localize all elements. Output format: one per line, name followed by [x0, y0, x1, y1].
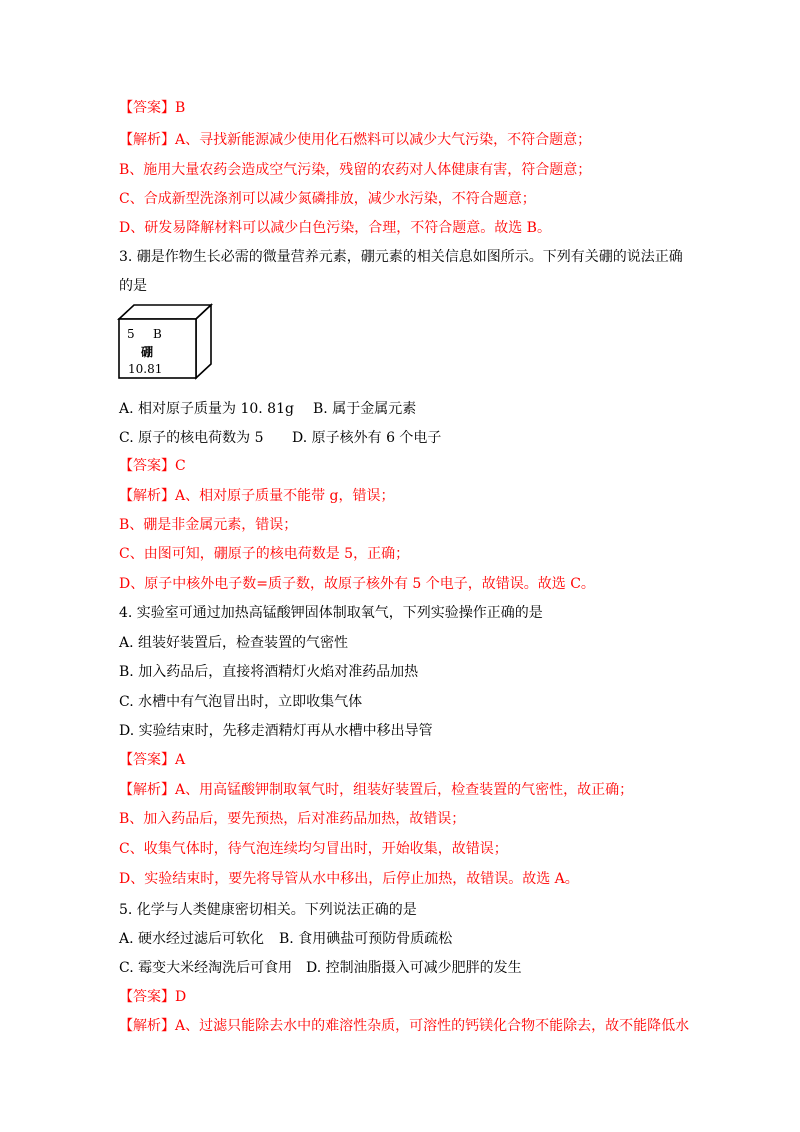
- q4-analysis-line: C、收集气体时，待气泡连续均匀冒出时，开始收集，故错误；: [119, 841, 508, 857]
- q5-option-b: B. 食用碘盐可预防骨质疏松: [279, 931, 453, 947]
- q3-stem: 3. 硼是作物生长必需的微量营养元素，硼元素的相关信息如图所示。下列有关硼的说法正确: [119, 249, 683, 265]
- element-symbol: B: [153, 327, 162, 341]
- q3-options-row: [119, 399, 416, 419]
- q4-answer: 【答案】A: [119, 752, 186, 768]
- q5-stem: 5. 化学与人类健康密切相关。下列说法正确的是: [119, 902, 417, 918]
- q2-analysis-line: C、合成新型洗涤剂可以减少氮磷排放，减少水污染，不符合题意；: [119, 191, 536, 207]
- q3-analysis-line: 【解析】A、相对原子质量不能带 g，错误；: [119, 488, 395, 504]
- q3-analysis-line: D、原子中核外电子数=质子数，故原子核外有 5 个电子，故错误。故选 C。: [119, 576, 595, 592]
- q3-option-b: B. 属于金属元素: [313, 401, 417, 417]
- q4-stem: 4. 实验室可通过加热高锰酸钾固体制取氧气，下列实验操作正确的是: [119, 605, 543, 621]
- q3-options-row: [119, 428, 441, 448]
- q5-options-row: [119, 958, 522, 978]
- q4-analysis-line: B、加入药品后，要先预热，后对准药品加热，故错误；: [119, 811, 466, 827]
- q3-option-d: D. 原子核外有 6 个电子: [292, 430, 442, 446]
- q4-option-d: D. 实验结束时，先移走酒精灯再从水槽中移出导管: [119, 723, 433, 739]
- q4-analysis-line: 【解析】A、用高锰酸钾制取氧气时，组装好装置后，检查装置的气密性，故正确；: [119, 782, 634, 798]
- q5-options-row: [119, 929, 452, 949]
- q2-answer: 【答案】B: [119, 100, 186, 116]
- q3-option-c: C. 原子的核电荷数为 5: [119, 430, 264, 446]
- q3-analysis-line: B、硼是非金属元素，错误；: [119, 517, 298, 533]
- q5-analysis-line: 【解析】A、过滤只能除去水中的难溶性杂质，可溶性的钙镁化合物不能除去，故不能降低水: [119, 1018, 690, 1034]
- q5-option-a: A. 硬水经过滤后可软化: [119, 931, 265, 947]
- q5-option-c: C. 霉变大米经淘洗后可食用: [119, 960, 293, 976]
- q4-analysis-line: D、实验结束时，要先将导管从水中移出，后停止加热，故错误。故选 A。: [119, 871, 579, 887]
- q3-answer: 【答案】C: [119, 458, 186, 474]
- q4-option-a: A. 组装好装置后，检查装置的气密性: [119, 635, 349, 651]
- q5-option-d: D. 控制油脂摄入可减少肥胖的发生: [306, 960, 522, 976]
- element-number: 5: [127, 327, 135, 341]
- q3-option-a: A. 相对原子质量为 10. 81g: [119, 401, 294, 417]
- boron-element-tile: [115, 302, 215, 380]
- q5-answer: 【答案】D: [119, 989, 187, 1005]
- q3-analysis-line: C、由图可知，硼原子的核电荷数是 5，正确；: [119, 546, 410, 562]
- q2-analysis-line: B、施用大量农药会造成空气污染，残留的农药对人体健康有害，符合题意；: [119, 162, 592, 178]
- q2-analysis-line: 【解析】A、寻找新能源减少使用化石燃料可以减少大气污染，不符合题意；: [119, 132, 592, 148]
- q4-option-c: C. 水槽中有气泡冒出时，立即收集气体: [119, 694, 363, 710]
- q4-option-b: B. 加入药品后，直接将酒精灯火焰对准药品加热: [119, 664, 419, 680]
- q2-analysis-line: D、研发易降解材料可以减少白色污染，合理，不符合题意。故选 B。: [119, 220, 551, 236]
- element-name: 硼: [141, 345, 154, 359]
- element-mass: 10.81: [128, 362, 163, 376]
- q3-stem-cont: 的是: [119, 278, 147, 294]
